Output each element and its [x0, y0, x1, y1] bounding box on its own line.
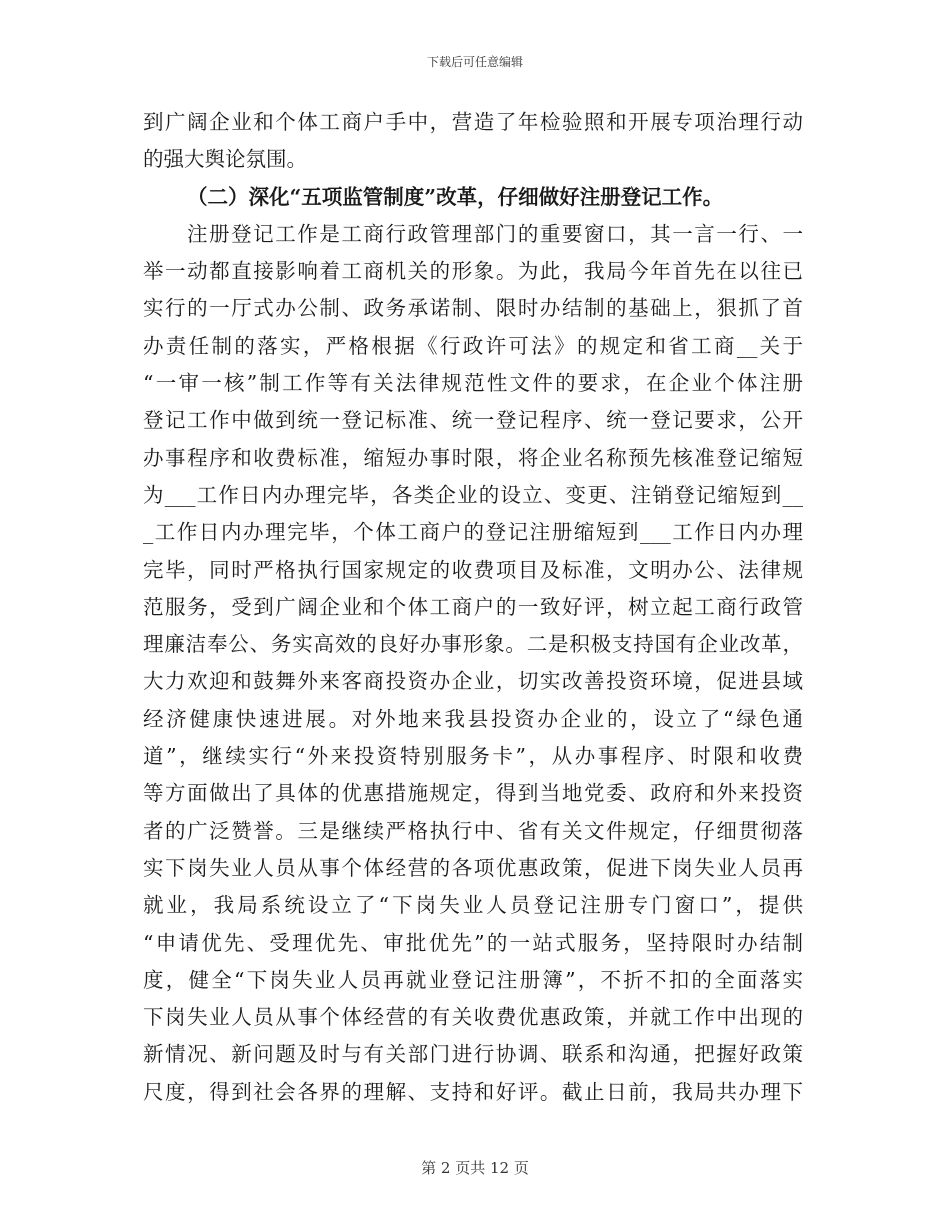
text-line: 办责任制的落实，严格根据《行政许可法》的规定和省工商__关于: [143, 333, 803, 358]
text-line: 完毕，同时严格执行国家规定的收费项目及标准，文明办公、法律规: [143, 557, 803, 582]
text-line: 新情况、新问题及时与有关部门进行协调、联系和沟通，把握好政策: [143, 1042, 803, 1067]
text-line: 就业，我局系统设立了“下岗失业人员登记注册专门窗口”，提供: [143, 893, 803, 918]
text-line: 等方面做出了具体的优惠措施规定，得到当地党委、政府和外来投资: [143, 781, 803, 806]
text-line: 到广阔企业和个体工商户手中，营造了年检验照和开展专项治理行动: [143, 110, 803, 134]
text-line: 理廉洁奉公、务实高效的良好办事形象。二是积极支持国有企业改革，: [143, 632, 803, 657]
text-line: 办事程序和收费标准，缩短办事时限，将企业名称预先核准登记缩短: [143, 445, 803, 470]
document-body: [143, 104, 803, 1111]
text-line: 大力欢迎和鼓舞外来客商投资办企业，切实改善投资环境，促进县域: [143, 669, 803, 694]
text-line: 登记工作中做到统一登记标准、统一登记程序、统一登记要求，公开: [143, 408, 803, 433]
text-line: 注册登记工作是工商行政管理部门的重要窗口，其一言一行、一: [187, 221, 803, 246]
page-footer-page-number: 第 2 页共 12 页: [421, 1159, 529, 1177]
page-header: 下载后可任意编辑: [426, 55, 523, 69]
text-line: 者的广泛赞誉。三是继续严格执行中、省有关文件规定，仔细贯彻落: [143, 818, 803, 843]
text-line: “一审一核”制工作等有关法律规范性文件的要求，在企业个体注册: [143, 371, 803, 396]
text-line: 道”，继续实行“外来投资特别服务卡”，从办事程序、时限和收费: [143, 744, 803, 769]
text-line: 尺度，得到社会各界的理解、支持和好评。截止日前，我局共办理下: [143, 1079, 803, 1104]
text-line: “申请优先、受理优先、审批优先”的一站式服务，坚持限时办结制: [143, 930, 803, 955]
section-heading: （二）深化“五项监管制度”改革，仔细做好注册登记工作。: [187, 184, 724, 209]
text-line: 下岗失业人员从事个体经营的有关收费优惠政策，并就工作中出现的: [143, 1005, 803, 1030]
text-line: 范服务，受到广阔企业和个体工商户的一致好评，树立起工商行政管: [143, 594, 803, 619]
text-line: 为___工作日内办理完毕，各类企业的设立、变更、注销登记缩短到__: [143, 482, 803, 507]
text-line: _工作日内办理完毕，个体工商户的登记注册缩短到___工作日内办理: [143, 520, 803, 545]
text-line: 举一动都直接影响着工商机关的形象。为此，我局今年首先在以往已: [143, 259, 803, 284]
text-line: 经济健康快速进展。对外地来我县投资办企业的，设立了“绿色通: [143, 706, 803, 731]
text-line: 实下岗失业人员从事个体经营的各项优惠政策，促进下岗失业人员再: [143, 855, 803, 880]
text-line: 实行的一厅式办公制、政务承诺制、限时办结制的基础上，狠抓了首: [143, 296, 803, 321]
text-line: 度，健全“下岗失业人员再就业登记注册簿”，不折不扣的全面落实: [143, 967, 803, 992]
text-line: 的强大舆论氛围。: [143, 147, 307, 172]
